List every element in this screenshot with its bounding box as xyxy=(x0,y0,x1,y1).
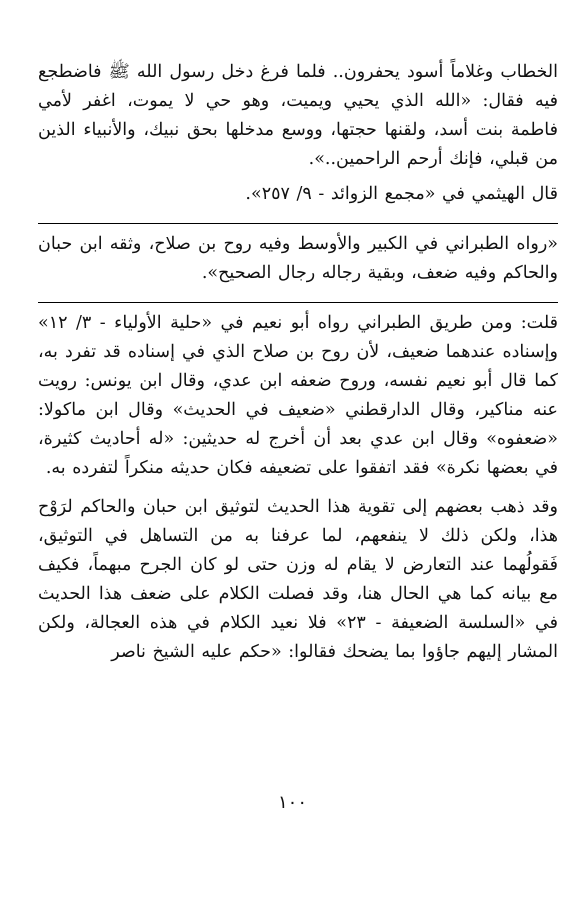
paragraph-discussion: وقد ذهب بعضهم إلى تقوية هذا الحديث لتوثيق ابن حبان والحاكم لرَوْح هذا، ولكن ذلك لا ينفعهم، لما عرفنا به من التساهل في التوثيق، فَقولُهما عند التعارض لا يقام له وزن حتى لو كان الجرح مبهماً، فكيف مع بيانه كما هي الحال هنا، وقد فصلت الكلام على ضعف هذا الحديث في «السلسة الضعيفة - ٢٣» فلا نعيد الكلام في هذه العجالة، ولكن المشار إليهم جاؤوا بما يضحك فقالوا: «حكم عليه الشيخ ناصر xyxy=(38,497,558,662)
paragraph-hadith-text: الخطاب وغلاماً أسود يحفرون.. فلما فرغ دخل رسول الله ﷺ فاضطجع فيه فقال: «الله الذي يحيي ويميت، وهو حي لا يموت، اغفر لأمي فاطمة بنت أسد، ولقنها حجتها، ووسع مدخلها بحق نبيك، والأنبياء الذين من قبلي، فإنك أرحم الراحمين..». xyxy=(38,62,558,169)
paragraph-haythami-citation: قال الهيثمي في «مجمع الزوائد - ٩/ ٢٥٧». xyxy=(245,184,558,204)
divider-line xyxy=(38,223,558,224)
paragraph-author-comment: قلت: ومن طريق الطبراني رواه أبو نعيم في «حلية الأولياء - ٣/ ١٢» وإسناده عندهما ضعيف، لأن روح بن صلاح الذي في إسناده قد تفرد به، كما قال أبو نعيم نفسه، وروح ضعفه ابن عدي، وقال ابن يونس: رويت عنه مناكير، وقال الدارقطني «ضعيف في الحديث» وقال ابن ماكولا: «ضعفوه» وقال ابن عدي بعد أن أخرج له حديثين: «له أحاديث كثيرة، في بعضها نكرة» فقد اتفقوا على تضعيفه فكان حديثه منكراً لتفرده به. xyxy=(38,313,558,478)
page-number: ١٠٠ xyxy=(277,792,307,813)
paragraph-haythami-quote: «رواه الطبراني في الكبير والأوسط وفيه روح بن صلاح، وثقه ابن حبان والحاكم وفيه ضعف، وبقية رجاله رجال الصحيح». xyxy=(38,234,558,283)
page-body xyxy=(38,58,558,667)
divider-line xyxy=(38,302,558,303)
